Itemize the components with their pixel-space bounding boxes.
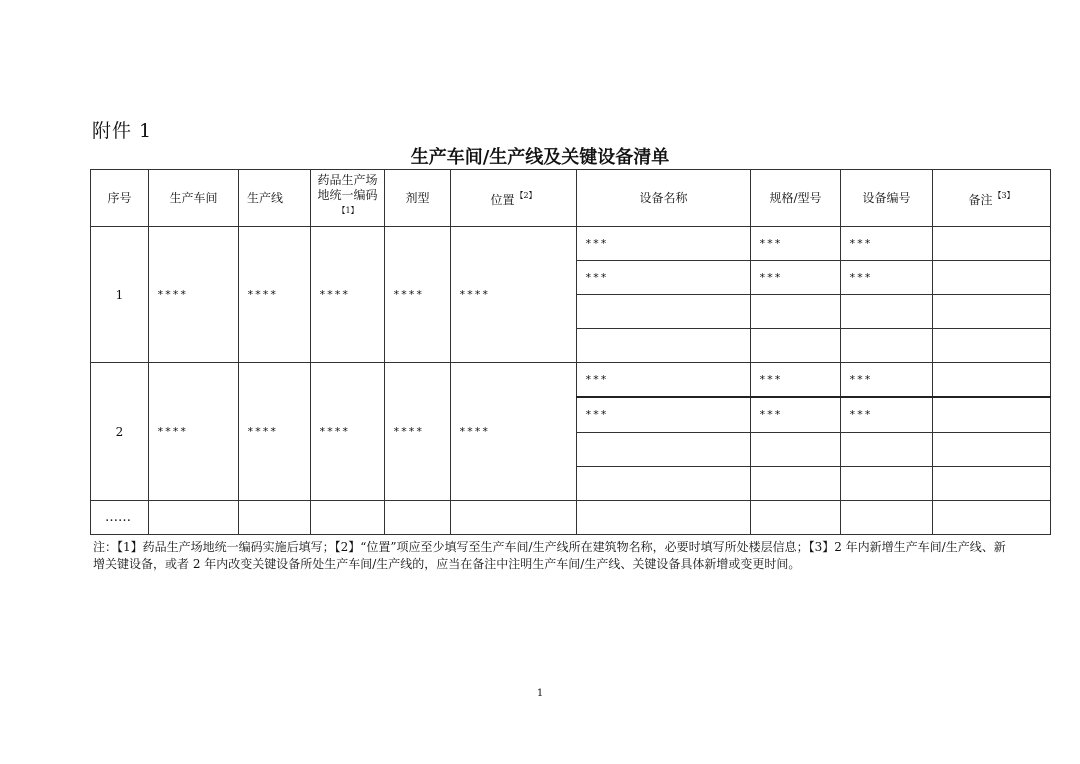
ellipsis-row <box>91 501 1051 535</box>
site-code-cell: **** <box>311 363 385 501</box>
empty-cell <box>239 501 311 535</box>
spec-cell <box>751 295 841 329</box>
header-line: 生产线 <box>239 170 311 227</box>
equipment-no-cell <box>841 433 933 467</box>
footnote: 注：【1】药品生产场地统一编码实施后填写；【2】“位置”项应至少填写至生产车间/生产线所在建筑物名称，必要时填写所处楼层信息；【3】2 年内新增生产车间/生产线、新增关键设备，或者 2 年内改变关键设备所处生产车间/生产线的，应当在备注中注明生产车间/生产线、关键设备具体新增或变更时间。 <box>93 540 1006 571</box>
ellipsis-cell: …… <box>91 501 149 535</box>
spec-cell: *** <box>751 397 841 433</box>
remark-cell <box>933 295 1051 329</box>
equipment-no-cell: *** <box>841 261 933 295</box>
spec-cell <box>751 433 841 467</box>
empty-cell <box>841 501 933 535</box>
empty-cell <box>751 501 841 535</box>
header-workshop: 生产车间 <box>149 170 239 227</box>
header-site-code: 药品生产场地统一编码$^{【1】}$ <box>311 170 385 227</box>
seq-cell: 1 <box>91 227 149 363</box>
header-equipment-no: 设备编号 <box>841 170 933 227</box>
seq-cell: 2 <box>91 363 149 501</box>
equipment-name-cell <box>577 295 751 329</box>
remark-cell <box>933 363 1051 397</box>
remark-cell <box>933 227 1051 261</box>
line-cell: **** <box>239 227 311 363</box>
spec-cell <box>751 329 841 363</box>
workshop-cell: **** <box>149 227 239 363</box>
table-row <box>91 363 1051 397</box>
header-remark: 备注$^{【3】}$ <box>933 170 1051 227</box>
equipment-no-cell: *** <box>841 397 933 433</box>
equipment-name-cell: *** <box>577 397 751 433</box>
remark-cell <box>933 433 1051 467</box>
page-number: 1 <box>536 688 544 699</box>
line-cell: **** <box>239 363 311 501</box>
remark-cell <box>933 261 1051 295</box>
equipment-name-cell: *** <box>577 227 751 261</box>
equipment-no-cell: *** <box>841 363 933 397</box>
remark-ref: 【3】 <box>993 191 1015 200</box>
location-cell: **** <box>451 227 577 363</box>
spec-cell: *** <box>751 227 841 261</box>
equipment-name-cell <box>577 433 751 467</box>
header-row <box>91 170 1051 227</box>
empty-cell <box>311 501 385 535</box>
empty-cell <box>933 501 1051 535</box>
equipment-no-cell <box>841 329 933 363</box>
remark-cell <box>933 467 1051 501</box>
document-title: 生产车间/生产线及关键设备清单 <box>410 147 670 168</box>
empty-cell <box>149 501 239 535</box>
header-dosage: 剂型 <box>385 170 451 227</box>
spec-cell: *** <box>751 363 841 397</box>
header-equipment-name: 设备名称 <box>577 170 751 227</box>
spec-cell <box>751 467 841 501</box>
dosage-cell: **** <box>385 227 451 363</box>
empty-cell <box>451 501 577 535</box>
equipment-table <box>90 169 1051 535</box>
remark-cell <box>933 397 1051 433</box>
empty-cell <box>577 501 751 535</box>
remark-cell <box>933 329 1051 363</box>
equipment-name-cell: *** <box>577 363 751 397</box>
equipment-name-cell <box>577 329 751 363</box>
workshop-cell: **** <box>149 363 239 501</box>
equipment-name-cell: *** <box>577 261 751 295</box>
equipment-no-cell: *** <box>841 227 933 261</box>
header-spec: 规格/型号 <box>751 170 841 227</box>
dosage-cell: **** <box>385 363 451 501</box>
table-row <box>91 227 1051 261</box>
location-ref: 【2】 <box>515 191 537 200</box>
equipment-no-cell <box>841 295 933 329</box>
site-code-ref: 【1】 <box>337 206 359 215</box>
equipment-no-cell <box>841 467 933 501</box>
spec-cell: *** <box>751 261 841 295</box>
header-seq: 序号 <box>91 170 149 227</box>
annex-label: 附件 1 <box>92 120 153 142</box>
location-cell: **** <box>451 363 577 501</box>
equipment-name-cell <box>577 467 751 501</box>
header-location: 位置$^{【2】}$ <box>451 170 577 227</box>
site-code-cell: **** <box>311 227 385 363</box>
empty-cell <box>385 501 451 535</box>
